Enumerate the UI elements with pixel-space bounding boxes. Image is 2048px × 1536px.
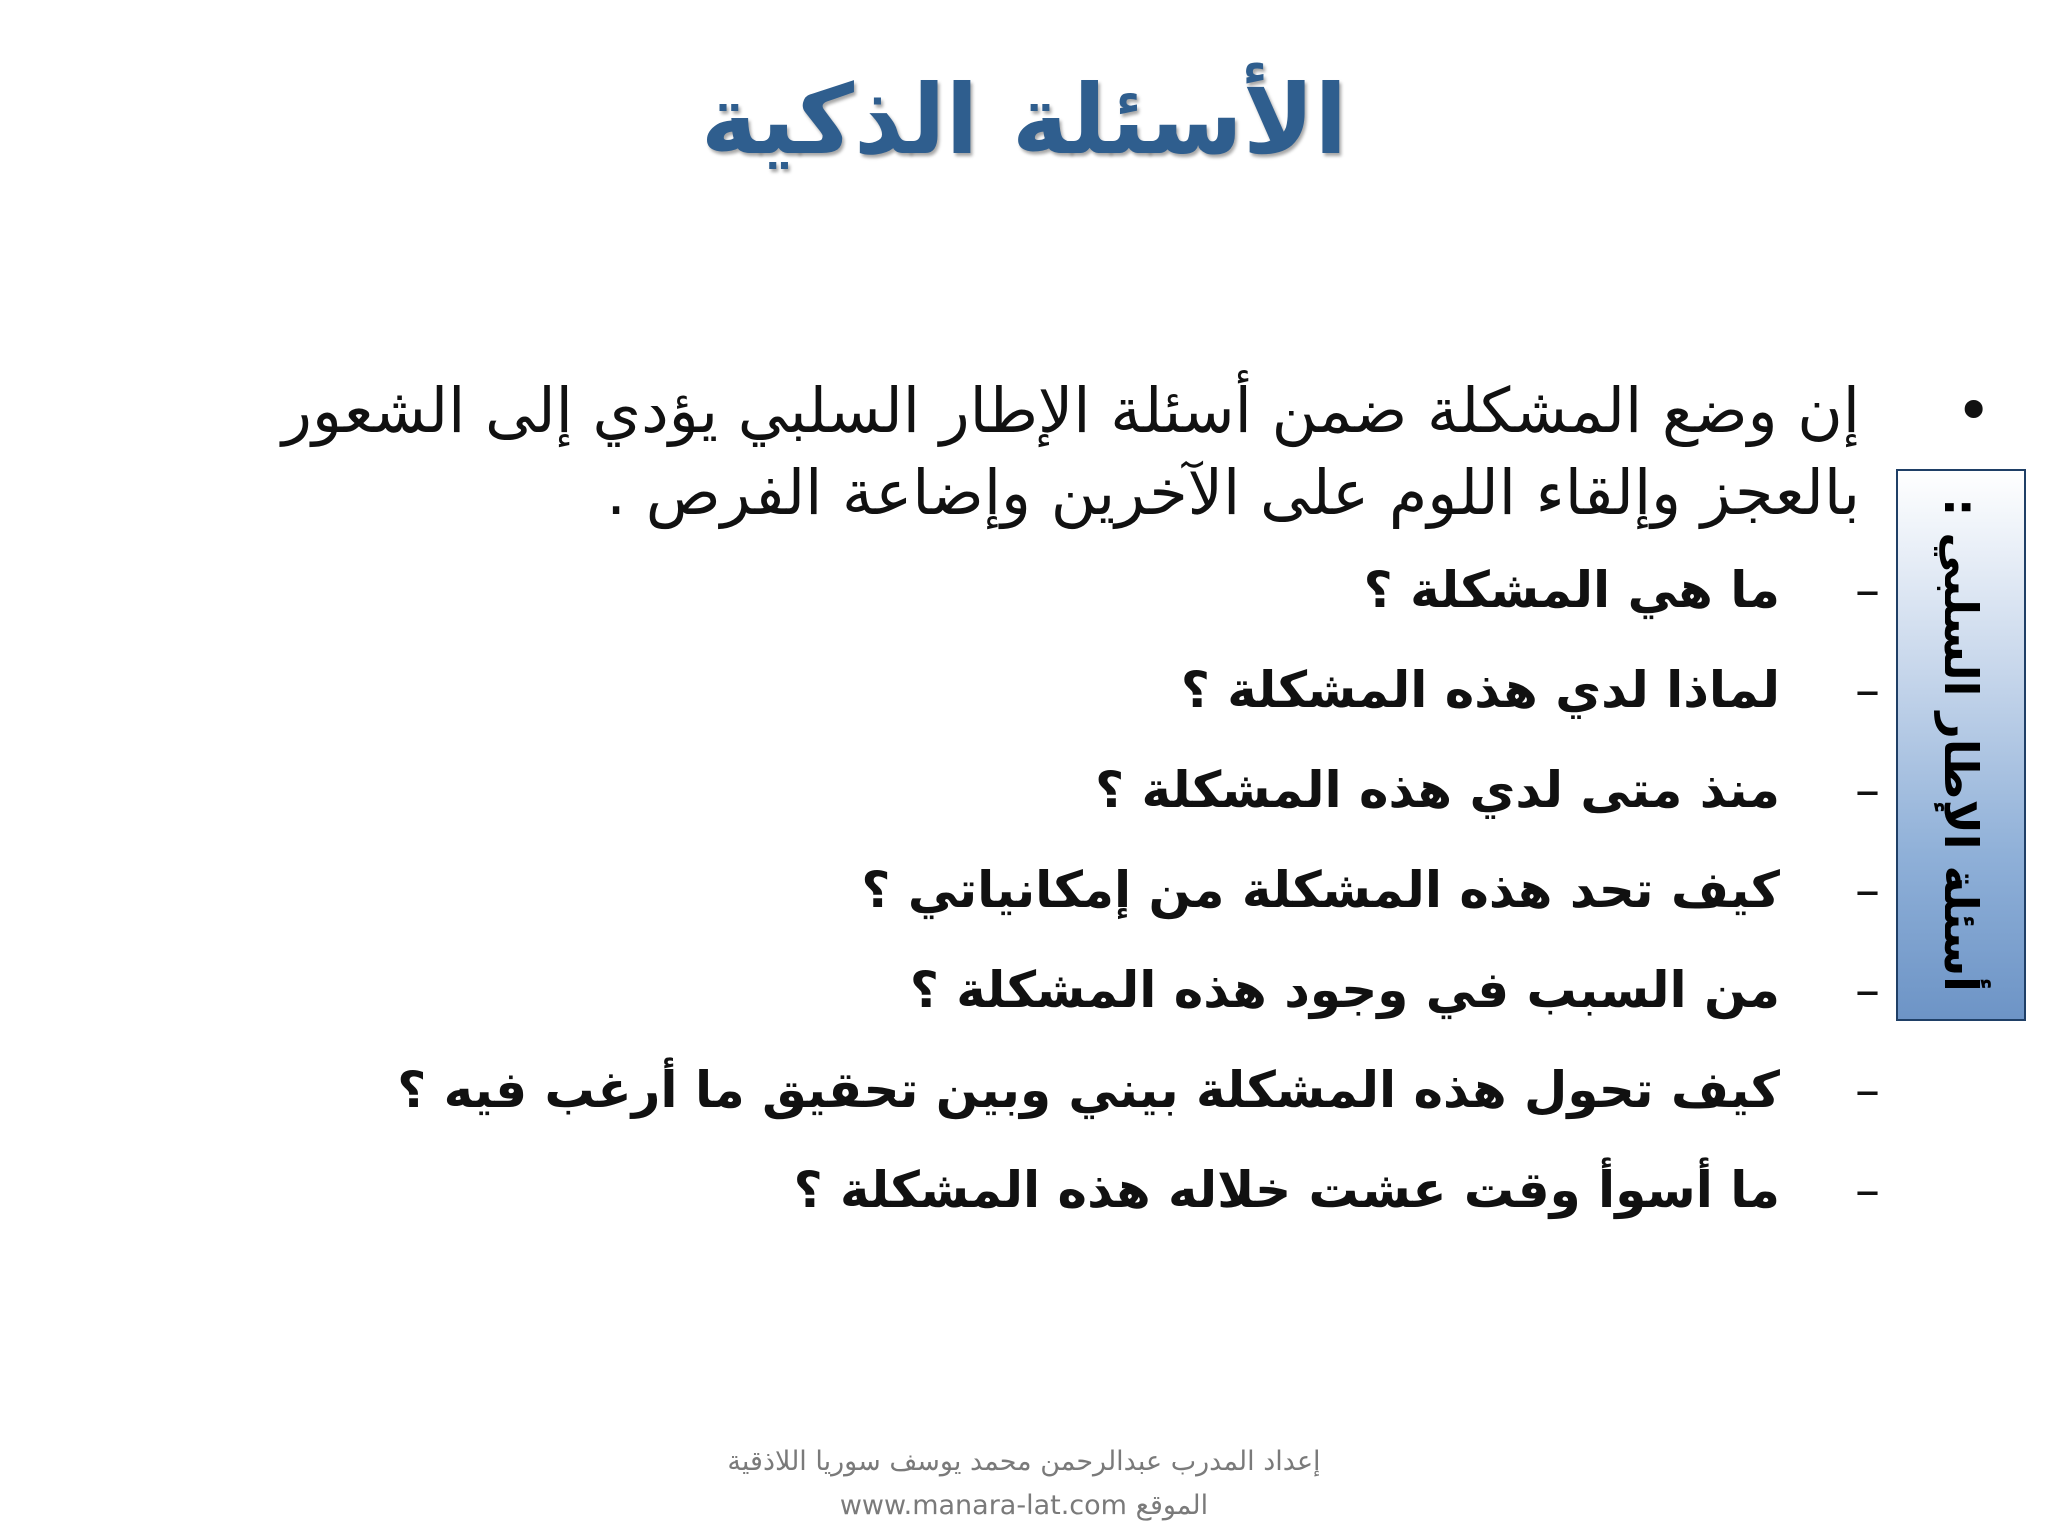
slide-content [240,370,1992,1240]
footer-site [0,1484,2048,1528]
list-item [240,940,1880,1040]
main-point-text: إن وضع المشكلة ضمن أسئلة الإطار السلبي يؤدي إلى الشعور بالعجز وإلقاء اللوم على الآخرين وإضاعة الفرص . [282,374,1860,529]
dash-icon: – [1855,661,1880,719]
footer-site-label: الموقع [1135,1490,1209,1521]
list-item [240,540,1880,640]
question-text: من السبب في وجود هذه المشكلة ؟ [909,961,1780,1019]
side-label: أسئلة الإطار السلبي : [1934,498,1988,992]
question-text: ما أسوأ وقت عشت خلاله هذه المشكلة ؟ [793,1161,1780,1219]
dash-icon: – [1855,761,1880,819]
slide-title: الأسئلة الذكية [700,64,1348,176]
main-point [240,370,1992,534]
list-item [240,640,1880,740]
questions-list [240,540,1880,1240]
dash-icon: – [1855,1161,1880,1219]
list-item [240,840,1880,940]
list-item [240,1140,1880,1240]
question-text: منذ متى لدي هذه المشكلة ؟ [1095,761,1780,819]
footer-site-url[interactable]: www.manara-lat.com [839,1490,1127,1521]
side-label-box [1896,469,2026,1021]
dash-icon: – [1855,1061,1880,1119]
list-item [240,1040,1880,1140]
footer [0,1440,2048,1528]
question-text: ما هي المشكلة ؟ [1363,561,1780,619]
question-text: لماذا لدي هذه المشكلة ؟ [1180,661,1780,719]
bullet-icon: • [1955,374,1992,447]
footer-author: إعداد المدرب عبدالرحمن محمد يوسف سوريا اللاذقية [727,1446,1321,1477]
dash-icon: – [1855,961,1880,1019]
dash-icon: – [1855,861,1880,919]
question-text: كيف تحول هذه المشكلة بيني وبين تحقيق ما أرغب فيه ؟ [397,1061,1780,1119]
dash-icon: – [1855,561,1880,619]
list-item [240,740,1880,840]
question-text: كيف تحد هذه المشكلة من إمكانياتي ؟ [861,861,1780,919]
